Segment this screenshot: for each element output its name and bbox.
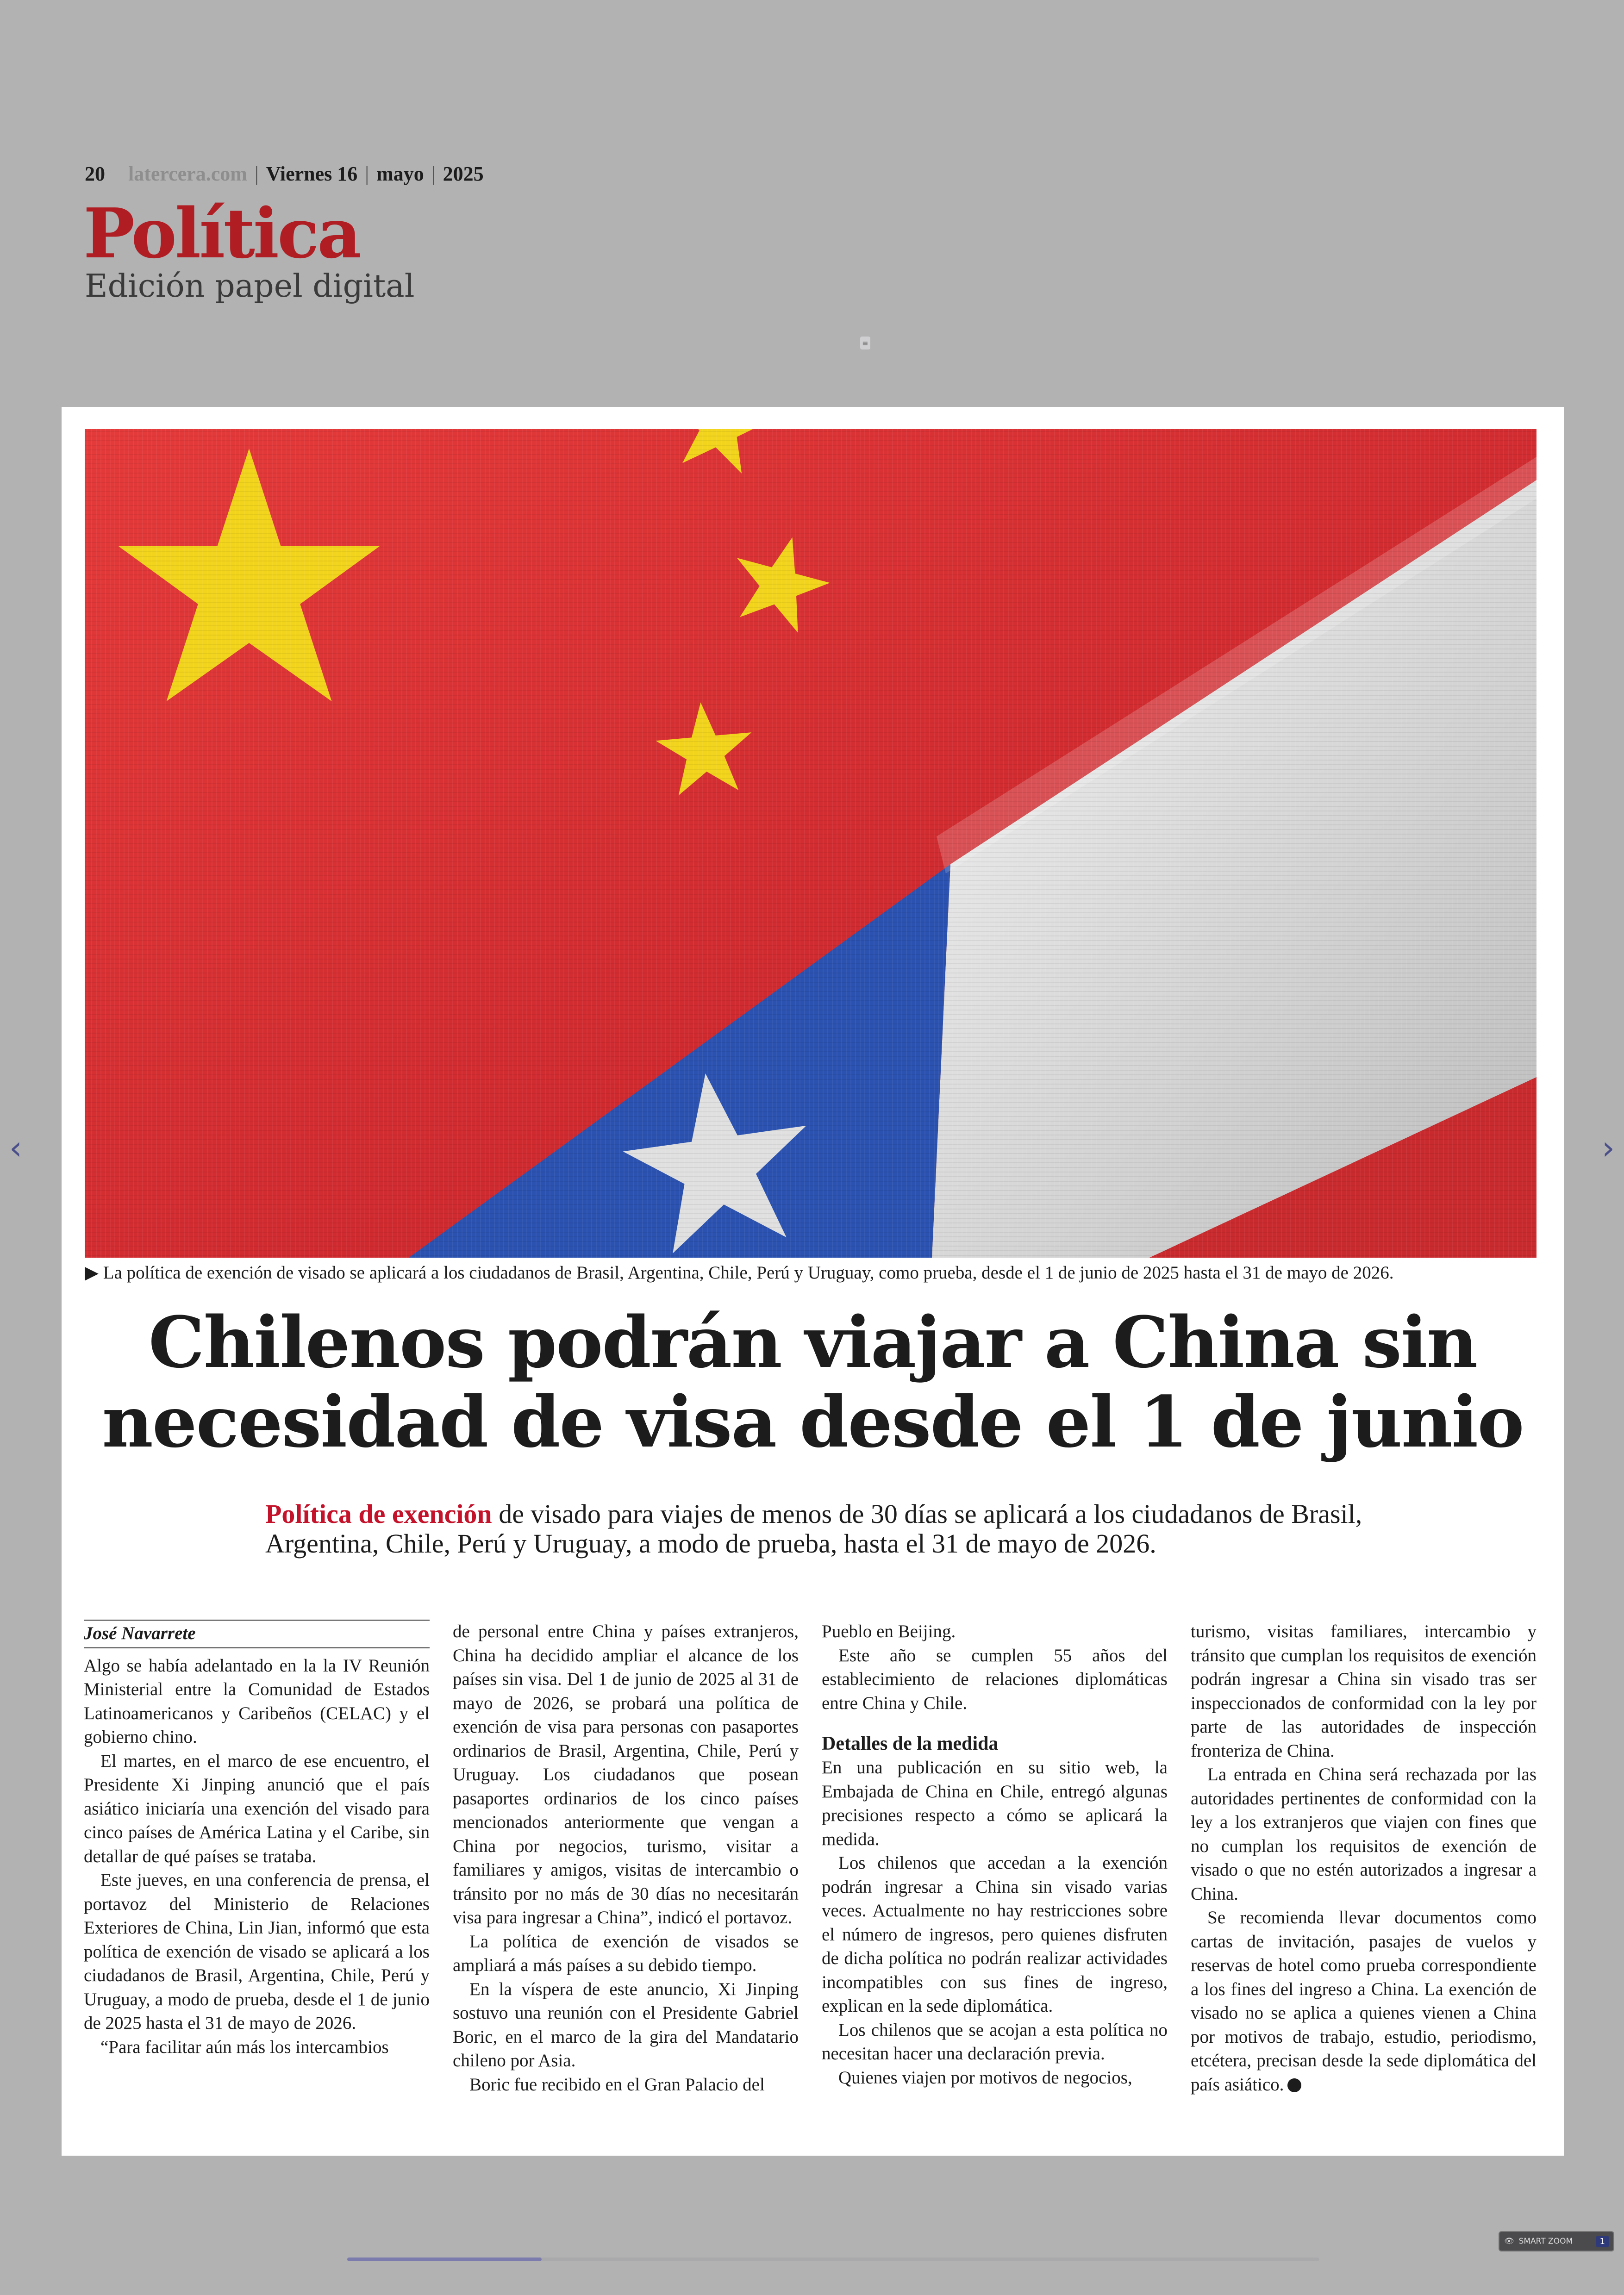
china-chile-flags-image bbox=[85, 429, 1537, 1258]
paragraph: Los chilenos que se acojan a esta política no necesitan hacer una declaración previa. bbox=[822, 2020, 1168, 2064]
column-3 bbox=[822, 1620, 1168, 2138]
paragraph: En una publicación en su sitio web, la Embajada de China en Chile, entregó algunas precisiones respecto a cómo se aplicará la medida. bbox=[822, 1758, 1168, 1849]
separator: | bbox=[254, 162, 259, 185]
paragraph: Quienes viajen por motivos de negocios, bbox=[838, 2067, 1132, 2088]
date-year: 2025 bbox=[443, 162, 484, 185]
photo-caption: ▶ La política de exención de visado se aplicará a los ciudadanos de Brasil, Argentina, Chile, Perú y Uruguay, como prueba, desde el 1 de junio de 2025 hasta el 31 de mayo de 2026. bbox=[85, 1263, 1394, 1283]
article-body bbox=[84, 1620, 1537, 2138]
caption-arrow-icon: ▶ bbox=[85, 1263, 103, 1283]
paragraph: Este jueves, en una conferencia de prensa, el portavoz del Ministerio de Relaciones Exteriores de China, Lin Jian, informó que esta política de exención de visado se aplicará a los ciudadanos de Brasil, Argentina, Chile, Perú y Uruguay, a modo de prueba, desde el 1 de junio de 2025 hasta el 31 de mayo de 2026. bbox=[84, 1870, 430, 2033]
section-title: Política bbox=[83, 193, 360, 274]
column-1 bbox=[84, 1620, 430, 2138]
paragraph: En la víspera de este anuncio, Xi Jinping sostuvo una reunión con el Presidente Gabriel Boric, en el marco de la gira del Mandatario chileno por Asia. bbox=[453, 1979, 799, 2070]
paragraph: Algo se había adelantado en la la IV Reunión Ministerial entre la Comunidad de Estados Latinoamericanos y Caribeños (CELAC) y el gobierno chino. bbox=[84, 1655, 430, 1747]
progress-fill bbox=[347, 2258, 542, 2261]
newspaper-page bbox=[62, 407, 1564, 2156]
article-deck bbox=[265, 1499, 1399, 1559]
separator: | bbox=[431, 162, 436, 185]
page-header bbox=[85, 162, 484, 186]
separator: | bbox=[365, 162, 369, 185]
headline-line: Chilenos podrán viajar a China sin bbox=[148, 1301, 1477, 1384]
page-number: 20 bbox=[85, 162, 105, 185]
paragraph: Los chilenos que accedan a la exención podrán ingresar a China sin visado varias veces. Actualmente no hay restricciones sobre el número de ingresos, pero quienes disfruten de dicha política no podrán realizar actividades incompatibles con sus fines de ingreso, explican en la sede diplomática. bbox=[822, 1853, 1168, 2016]
paragraph: Boric fue recibido en el Gran Palacio del bbox=[469, 2074, 765, 2095]
paragraph: de personal entre China y países extranjeros, China ha decidido ampliar el alcance de los países sin visa. Del 1 de junio de 2025 al 31 de mayo de 2026, se probará una política de exención de visa para personas con pasaportes ordinarios de Brasil, Argentina, Chile, Perú y Uruguay. Los ciudadanos que posean pasaportes ordinarios de los cinco países mencionados anteriormente que vengan a China por negocios, turismo, visitar a familiares y amigos, visitas de intercambio o tránsito por no más de 30 días no necesitarán visa para ingresar a China”, indicó el portavoz. bbox=[453, 1621, 799, 1927]
column-2 bbox=[453, 1620, 799, 2138]
paragraph: turismo, visitas familiares, intercambio y tránsito que cumplan los requisitos de exención podrán ingresar a China sin visado tras ser inspeccionados de conformidad con la ley por parte de las autoridades de inspección fronteriza de China. bbox=[1191, 1621, 1537, 1761]
deck-text: de visado para viajes de menos de 30 días se aplicará a los ciudadanos de Brasil, Argentina, Chile, Perú y Uruguay, a modo de prueba, hasta el 31 de mayo de 2026. bbox=[265, 1499, 1362, 1559]
date-month: mayo bbox=[376, 162, 424, 185]
paragraph: La entrada en China será rechazada por las autoridades pertinentes de conformidad con la ley a los extranjeros que viajen con fines que no cumplan los requisitos de exención de visado o que no estén autorizados a ingresar a China. bbox=[1191, 1765, 1537, 1904]
date-day: Viernes 16 bbox=[266, 162, 358, 185]
section-subhead: Detalles de la medida bbox=[822, 1733, 999, 1754]
next-page-icon[interactable]: › bbox=[1602, 1129, 1615, 1167]
paragraph: Pueblo en Beijing. bbox=[822, 1621, 956, 1641]
flags-photo bbox=[85, 429, 1537, 1258]
byline: José Navarrete bbox=[84, 1620, 430, 1648]
smart-zoom-label: SMART ZOOM bbox=[1518, 2237, 1573, 2246]
page-progress-bar[interactable] bbox=[347, 2258, 1319, 2261]
paragraph: El martes, en el marco de ese encuentro, el Presidente Xi Jinping anunció que el país asiático iniciaría una exención del visado para cinco países de América Latina y el Caribe, sin detallar de qué países se trataba. bbox=[84, 1751, 430, 1866]
smart-zoom-button[interactable] bbox=[1499, 2231, 1614, 2251]
menu-handle-icon[interactable]: ≡ bbox=[860, 337, 870, 349]
paragraph: “Para facilitar aún más los intercambios bbox=[100, 2037, 389, 2057]
paragraph: Se recomienda llevar documentos como cartas de invitación, pasajes de vuelos y reservas de hotel como prueba correspondiente a los fines del ingreso a China. La exención de visado no se aplica a quienes vienen a China por motivos de trabajo, estudio, periodismo, etcétera, precisan desde la sede diplomática del país asiático. bbox=[1191, 1908, 1537, 2095]
previous-page-icon[interactable]: ‹ bbox=[9, 1129, 22, 1167]
paragraph: La política de exención de visados se ampliará a más países a su debido tiempo. bbox=[453, 1931, 799, 1975]
eye-icon: 👁 bbox=[1504, 2237, 1514, 2246]
deck-lead: Política de exención bbox=[265, 1499, 492, 1529]
headline-line: necesidad de visa desde el 1 de junio bbox=[102, 1380, 1524, 1463]
site-name: latercera.com bbox=[128, 162, 247, 185]
column-4 bbox=[1191, 1620, 1537, 2138]
end-mark-icon bbox=[1287, 2078, 1301, 2092]
edition-subtitle: Edición papel digital bbox=[85, 268, 415, 305]
article-headline bbox=[89, 1303, 1536, 1462]
page-count-badge: 1 bbox=[1596, 2236, 1609, 2247]
paragraph: Este año se cumplen 55 años del establecimiento de relaciones diplomáticas entre China y Chile. bbox=[822, 1645, 1168, 1713]
